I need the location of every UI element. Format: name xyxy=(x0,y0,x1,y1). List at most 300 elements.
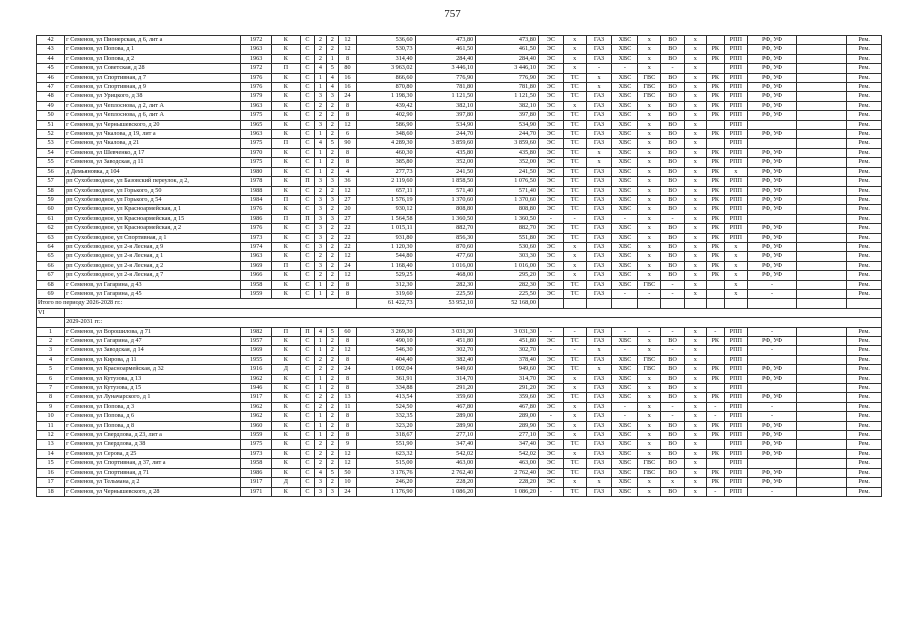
cell-row-number: 65 xyxy=(37,252,65,261)
cell-facade-repair: РПП xyxy=(724,440,747,449)
cell-extra xyxy=(797,158,847,167)
cell-residential-area: 352,00 xyxy=(476,158,539,167)
cell-facade-repair: РПП xyxy=(724,158,747,167)
cell-electric-supply: ЭС xyxy=(538,440,563,449)
cell-other-system: х xyxy=(684,280,706,289)
cell-row-number: 43 xyxy=(37,45,65,54)
cell-living-area: 314,70 xyxy=(415,374,476,383)
cell-address: г Семенов, ул Советская, д 28 xyxy=(65,64,241,73)
table-row xyxy=(37,214,882,223)
cell-entrances: 1 xyxy=(315,158,327,167)
cell-hot-water: ГВС xyxy=(638,92,661,101)
cell-cold-water: ХВС xyxy=(612,45,638,54)
cell-apartments: 12 xyxy=(338,459,356,468)
cell-sewerage: ВО xyxy=(661,139,685,148)
cell-living-area: 468,00 xyxy=(415,271,476,280)
cell-electric-supply: ЭС xyxy=(538,478,563,487)
table-row xyxy=(37,280,882,289)
cell-address: г Семенов, ул Спортивная, д 71 xyxy=(65,468,241,477)
cell-heat-supply: ТС xyxy=(563,92,586,101)
cell-other-system: х xyxy=(684,261,706,270)
cell-living-area: 1 370,60 xyxy=(415,195,476,204)
cell-sewerage: ВО xyxy=(661,421,685,430)
cell-floors: 5 xyxy=(326,327,338,336)
cell-extra xyxy=(797,148,847,157)
cell-residential-area: 277,10 xyxy=(476,431,539,440)
cell-gas-supply: х xyxy=(586,158,612,167)
cell-roof-repair: РК xyxy=(706,177,724,186)
cell-repair-type: Рем. xyxy=(847,478,882,487)
cell-living-area: 534,90 xyxy=(415,120,476,129)
cell-sewerage: ВО xyxy=(661,393,685,402)
cell-address: г Семенов, ул Пионерская, д 6, лит а xyxy=(65,36,241,45)
cell-wall-material: К xyxy=(271,92,300,101)
cell-residential-area: 397,80 xyxy=(476,111,539,120)
cell-entrances: 1 xyxy=(315,431,327,440)
cell-works xyxy=(747,355,797,364)
cell-row-number: 6 xyxy=(37,374,65,383)
cell-wall-material: К xyxy=(271,73,300,82)
cell-repair-type: Рем. xyxy=(847,54,882,63)
cell-roof-type: С xyxy=(300,139,314,148)
cell-address: г Семенов, ул Чкалова, д 21 xyxy=(65,139,241,148)
cell-extra xyxy=(797,261,847,270)
cell-floors: 5 xyxy=(326,64,338,73)
cell-gas-supply: ГАЗ xyxy=(586,252,612,261)
cell-repair-type: Рем. xyxy=(847,393,882,402)
cell-electric-supply: ЭС xyxy=(538,205,563,214)
cell-electric-supply: ЭС xyxy=(538,261,563,270)
cell-extra xyxy=(797,139,847,148)
cell-year-built: 1975 xyxy=(241,111,271,120)
table-row xyxy=(37,289,882,298)
cell-other-system: х xyxy=(684,224,706,233)
cell-other-system: х xyxy=(684,54,706,63)
cell-heat-supply: ТС xyxy=(563,139,586,148)
cell-facade-repair: х xyxy=(724,167,747,176)
cell-electric-supply: ЭС xyxy=(538,45,563,54)
cell-sewerage: ВО xyxy=(661,384,685,393)
table-row xyxy=(37,205,882,214)
cell-repair-type: Рем. xyxy=(847,186,882,195)
empty-cell xyxy=(563,299,586,308)
cell-apartments: 8 xyxy=(338,54,356,63)
cell-residential-area: 244,70 xyxy=(476,130,539,139)
cell-living-area: 228,20 xyxy=(415,478,476,487)
cell-floors: 2 xyxy=(326,374,338,383)
cell-address: г Семенов, ул Спортивная, д 7 xyxy=(65,73,241,82)
cell-gas-supply: ГАЗ xyxy=(586,177,612,186)
cell-residential-area: 1 121,50 xyxy=(476,92,539,101)
cell-extra xyxy=(797,36,847,45)
cell-roof-repair: РК xyxy=(706,271,724,280)
cell-living-area: 347,40 xyxy=(415,440,476,449)
cell-entrances: 3 xyxy=(315,92,327,101)
cell-cold-water: - xyxy=(612,402,638,411)
cell-sewerage: ВО xyxy=(661,459,685,468)
cell-repair-type: Рем. xyxy=(847,73,882,82)
table-row xyxy=(37,242,882,251)
cell-roof-repair: РК xyxy=(706,205,724,214)
cell-entrances: 2 xyxy=(315,186,327,195)
table-row xyxy=(37,421,882,430)
section-label: 2029-2031 гг.: xyxy=(65,318,882,327)
cell-floors: 2 xyxy=(326,252,338,261)
cell-cold-water: ХВС xyxy=(612,459,638,468)
cell-floors: 2 xyxy=(326,271,338,280)
cell-total-area: 530,73 xyxy=(357,45,415,54)
cell-electric-supply: ЭС xyxy=(538,111,563,120)
table-row xyxy=(37,449,882,458)
cell-heat-supply: ТС xyxy=(563,186,586,195)
cell-gas-supply: ГАЗ xyxy=(586,440,612,449)
cell-year-built: 1970 xyxy=(241,148,271,157)
table-row xyxy=(37,167,882,176)
cell-floors: 2 xyxy=(326,393,338,402)
cell-other-system: х xyxy=(684,421,706,430)
cell-residential-area: 776,90 xyxy=(476,73,539,82)
cell-works: РФ, УФ xyxy=(747,393,797,402)
cell-wall-material: К xyxy=(271,431,300,440)
cell-living-area: 776,90 xyxy=(415,73,476,82)
cell-living-area: 451,80 xyxy=(415,337,476,346)
cell-repair-type: Рем. xyxy=(847,468,882,477)
cell-electric-supply: ЭС xyxy=(538,449,563,458)
cell-row-number: 3 xyxy=(37,346,65,355)
cell-facade-repair: РПП xyxy=(724,468,747,477)
empty-cell xyxy=(747,299,797,308)
cell-works: РФ, УФ xyxy=(747,478,797,487)
cell-heat-supply: х xyxy=(563,101,586,110)
cell-row-number: 13 xyxy=(37,440,65,449)
cell-living-area: 1 858,50 xyxy=(415,177,476,186)
cell-heat-supply: ТС xyxy=(563,487,586,496)
cell-repair-type: Рем. xyxy=(847,384,882,393)
cell-cold-water: ХВС xyxy=(612,355,638,364)
cell-works: РФ, УФ xyxy=(747,224,797,233)
cell-address: рп Сухобезводное, ул Спортивная, д 1 xyxy=(65,233,241,242)
cell-total-area: 3 963,02 xyxy=(357,64,415,73)
cell-facade-repair: РПП xyxy=(724,73,747,82)
cell-heat-supply: ТС xyxy=(563,393,586,402)
cell-works: РФ, УФ xyxy=(747,365,797,374)
cell-electric-supply: - xyxy=(538,214,563,223)
cell-entrances: 1 xyxy=(315,130,327,139)
cell-hot-water: х xyxy=(638,139,661,148)
cell-facade-repair: РПП xyxy=(724,459,747,468)
cell-works: РФ, УФ xyxy=(747,195,797,204)
cell-address: г Семенов, ул Попова, д 3 xyxy=(65,402,241,411)
cell-row-number: 1 xyxy=(37,327,65,336)
cell-repair-type: Рем. xyxy=(847,101,882,110)
cell-heat-supply: ТС xyxy=(563,73,586,82)
cell-works xyxy=(747,120,797,129)
cell-residential-area: 3 859,60 xyxy=(476,139,539,148)
cell-works: - xyxy=(747,280,797,289)
cell-gas-supply: ГАЗ xyxy=(586,261,612,270)
cell-hot-water: ГВС xyxy=(638,280,661,289)
cell-entrances: 4 xyxy=(315,139,327,148)
cell-wall-material: П xyxy=(271,139,300,148)
cell-cold-water: ХВС xyxy=(612,261,638,270)
cell-other-system: х xyxy=(684,101,706,110)
cell-floors: 5 xyxy=(326,468,338,477)
cell-repair-type: Рем. xyxy=(847,64,882,73)
cell-roof-repair: РК xyxy=(706,111,724,120)
cell-living-area: 1 086,20 xyxy=(415,487,476,496)
cell-apartments: 9 xyxy=(338,440,356,449)
cell-floors: 2 xyxy=(326,261,338,270)
cell-roof-repair: РК xyxy=(706,130,724,139)
cell-heat-supply: ТС xyxy=(563,224,586,233)
cell-entrances: 1 xyxy=(315,337,327,346)
cell-electric-supply: ЭС xyxy=(538,242,563,251)
table-row xyxy=(37,346,882,355)
cell-hot-water: х xyxy=(638,374,661,383)
cell-year-built: 1946 xyxy=(241,384,271,393)
cell-extra xyxy=(797,374,847,383)
cell-entrances: 4 xyxy=(315,64,327,73)
cell-wall-material: К xyxy=(271,233,300,242)
cell-sewerage: ВО xyxy=(661,365,685,374)
total-label: Итого по периоду 2026-2028 гг.: xyxy=(37,299,357,308)
cell-roof-type: С xyxy=(300,45,314,54)
cell-sewerage: ВО xyxy=(661,195,685,204)
cell-address: г Семенов, ул Свердлова, д 23, лит а xyxy=(65,431,241,440)
cell-total-area: 323,20 xyxy=(357,421,415,430)
cell-facade-repair: х xyxy=(724,280,747,289)
cell-entrances: 2 xyxy=(315,449,327,458)
cell-wall-material: К xyxy=(271,111,300,120)
cell-hot-water: х xyxy=(638,487,661,496)
cell-repair-type: Рем. xyxy=(847,449,882,458)
cell-entrances: 3 xyxy=(315,120,327,129)
cell-residential-area: 3 031,30 xyxy=(476,327,539,336)
cell-residential-area: 282,30 xyxy=(476,280,539,289)
cell-entrances: 1 xyxy=(315,73,327,82)
cell-cold-water: ХВС xyxy=(612,158,638,167)
cell-total-area: 515,00 xyxy=(357,459,415,468)
cell-facade-repair: РПП xyxy=(724,195,747,204)
cell-row-number: 52 xyxy=(37,130,65,139)
cell-heat-supply: х xyxy=(563,384,586,393)
cell-roof-type: С xyxy=(300,402,314,411)
cell-wall-material: К xyxy=(271,101,300,110)
cell-row-number: 58 xyxy=(37,186,65,195)
cell-living-area: 291,20 xyxy=(415,384,476,393)
cell-total-area: 460,30 xyxy=(357,148,415,157)
cell-wall-material: К xyxy=(271,148,300,157)
cell-roof-type: С xyxy=(300,101,314,110)
cell-floors: 2 xyxy=(326,449,338,458)
cell-total-area: 1 198,30 xyxy=(357,92,415,101)
cell-extra xyxy=(797,384,847,393)
cell-gas-supply: - xyxy=(586,64,612,73)
cell-residential-area: 302,70 xyxy=(476,346,539,355)
cell-apartments: 8 xyxy=(338,421,356,430)
cell-total-area: 385,80 xyxy=(357,158,415,167)
cell-wall-material: К xyxy=(271,468,300,477)
cell-electric-supply: ЭС xyxy=(538,177,563,186)
cell-hot-water: ГВС xyxy=(638,83,661,92)
cell-wall-material: К xyxy=(271,487,300,496)
cell-sewerage: ВО xyxy=(661,431,685,440)
cell-wall-material: К xyxy=(271,177,300,186)
cell-gas-supply: х xyxy=(586,346,612,355)
cell-electric-supply: ЭС xyxy=(538,421,563,430)
cell-residential-area: 451,80 xyxy=(476,337,539,346)
cell-wall-material: К xyxy=(271,242,300,251)
cell-floors: 2 xyxy=(326,120,338,129)
cell-extra xyxy=(797,242,847,251)
cell-heat-supply: х xyxy=(563,54,586,63)
cell-floors: 2 xyxy=(326,186,338,195)
cell-floors: 2 xyxy=(326,111,338,120)
cell-wall-material: К xyxy=(271,412,300,421)
cell-facade-repair: х xyxy=(724,261,747,270)
cell-cold-water: ХВС xyxy=(612,195,638,204)
cell-residential-area: 949,60 xyxy=(476,365,539,374)
cell-electric-supply: ЭС xyxy=(538,374,563,383)
cell-living-area: 949,60 xyxy=(415,365,476,374)
cell-year-built: 1975 xyxy=(241,440,271,449)
cell-apartments: 24 xyxy=(338,92,356,101)
cell-hot-water: х xyxy=(638,54,661,63)
cell-roof-type: С xyxy=(300,337,314,346)
cell-entrances: 2 xyxy=(315,111,327,120)
total-row xyxy=(37,299,882,308)
cell-cold-water: - xyxy=(612,289,638,298)
cell-roof-type: С xyxy=(300,111,314,120)
cell-floors: 2 xyxy=(326,431,338,440)
cell-works: РФ, УФ xyxy=(747,233,797,242)
cell-roof-type: С xyxy=(300,440,314,449)
cell-total-area: 586,90 xyxy=(357,120,415,129)
table-row xyxy=(37,54,882,63)
empty-cell xyxy=(847,299,882,308)
cell-floors: 2 xyxy=(326,421,338,430)
cell-wall-material: К xyxy=(271,83,300,92)
cell-roof-repair: РК xyxy=(706,365,724,374)
cell-row-number: 10 xyxy=(37,412,65,421)
cell-entrances: 2 xyxy=(315,365,327,374)
cell-roof-repair: РК xyxy=(706,101,724,110)
cell-heat-supply: х xyxy=(563,421,586,430)
cell-year-built: 1963 xyxy=(241,101,271,110)
cell-floors: 3 xyxy=(326,214,338,223)
cell-repair-type: Рем. xyxy=(847,487,882,496)
cell-residential-area: 241,50 xyxy=(476,167,539,176)
cell-apartments: 8 xyxy=(338,384,356,393)
cell-address: г Семенов, ул Шевченко, д 17 xyxy=(65,148,241,157)
cell-works: РФ, УФ xyxy=(747,83,797,92)
section-number: VI xyxy=(37,308,65,317)
cell-heat-supply: ТС xyxy=(563,167,586,176)
cell-gas-supply: ГАЗ xyxy=(586,54,612,63)
cell-heat-supply: - xyxy=(563,327,586,336)
cell-sewerage: ВО xyxy=(661,111,685,120)
cell-electric-supply: ЭС xyxy=(538,130,563,139)
cell-heat-supply: х xyxy=(563,45,586,54)
cell-year-built: 1957 xyxy=(241,337,271,346)
table-row xyxy=(37,177,882,186)
cell-other-system: х xyxy=(684,195,706,204)
cell-works: РФ, УФ xyxy=(747,167,797,176)
cell-address: г Семенов, ул Ворошилова, д 71 xyxy=(65,327,241,336)
cell-works: - xyxy=(747,289,797,298)
cell-year-built: 1972 xyxy=(241,64,271,73)
cell-floors: 4 xyxy=(326,83,338,92)
cell-other-system: х xyxy=(684,120,706,129)
cell-living-area: 870,60 xyxy=(415,242,476,251)
section-row xyxy=(37,308,882,317)
empty-cell xyxy=(797,299,847,308)
cell-year-built: 1955 xyxy=(241,355,271,364)
cell-electric-supply: ЭС xyxy=(538,73,563,82)
cell-row-number: 53 xyxy=(37,139,65,148)
cell-floors: 2 xyxy=(326,205,338,214)
cell-other-system: х xyxy=(684,271,706,280)
cell-roof-type: С xyxy=(300,365,314,374)
cell-extra xyxy=(797,92,847,101)
cell-entrances: 3 xyxy=(315,195,327,204)
cell-extra xyxy=(797,412,847,421)
cell-hot-water: х xyxy=(638,440,661,449)
cell-electric-supply: ЭС xyxy=(538,355,563,364)
cell-roof-repair: РК xyxy=(706,54,724,63)
table-row xyxy=(37,130,882,139)
cell-other-system: х xyxy=(684,158,706,167)
cell-total-area: 1 576,19 xyxy=(357,195,415,204)
cell-roof-type: С xyxy=(300,36,314,45)
cell-electric-supply: ЭС xyxy=(538,233,563,242)
cell-cold-water: ХВС xyxy=(612,177,638,186)
cell-wall-material: К xyxy=(271,393,300,402)
table-row xyxy=(37,355,882,364)
cell-electric-supply: ЭС xyxy=(538,36,563,45)
cell-total-area: 1 564,58 xyxy=(357,214,415,223)
cell-works: РФ, УФ xyxy=(747,431,797,440)
empty-cell xyxy=(586,299,612,308)
cell-facade-repair: РПП xyxy=(724,45,747,54)
cell-roof-type: П xyxy=(300,177,314,186)
cell-entrances: 1 xyxy=(315,83,327,92)
cell-cold-water: ХВС xyxy=(612,252,638,261)
cell-facade-repair: РПП xyxy=(724,120,747,129)
cell-floors: 2 xyxy=(326,337,338,346)
cell-cold-water: ХВС xyxy=(612,393,638,402)
cell-repair-type: Рем. xyxy=(847,111,882,120)
cell-facade-repair: РПП xyxy=(724,327,747,336)
cell-hot-water: х xyxy=(638,186,661,195)
cell-residential-area: 1 370,60 xyxy=(476,195,539,204)
cell-wall-material: К xyxy=(271,186,300,195)
cell-living-area: 435,80 xyxy=(415,148,476,157)
cell-gas-supply: х xyxy=(586,73,612,82)
cell-repair-type: Рем. xyxy=(847,431,882,440)
cell-wall-material: К xyxy=(271,224,300,233)
cell-hot-water: х xyxy=(638,449,661,458)
cell-gas-supply: ГАЗ xyxy=(586,421,612,430)
cell-sewerage: ВО xyxy=(661,36,685,45)
cell-entrances: 4 xyxy=(315,327,327,336)
cell-total-area: 332,35 xyxy=(357,412,415,421)
cell-residential-area: 542,02 xyxy=(476,449,539,458)
cell-year-built: 1982 xyxy=(241,327,271,336)
cell-gas-supply: ГАЗ xyxy=(586,205,612,214)
cell-cold-water: ХВС xyxy=(612,374,638,383)
cell-hot-water: ГВС xyxy=(638,355,661,364)
